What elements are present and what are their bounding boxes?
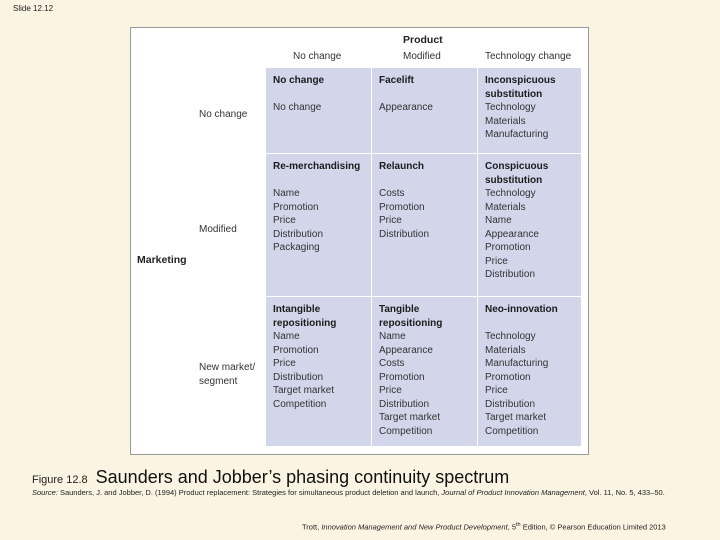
- footer-authors: Trott,: [302, 522, 322, 532]
- cell-item: Materials: [485, 115, 526, 127]
- cell-item: Materials: [485, 344, 526, 356]
- cell-item: Distribution: [379, 228, 430, 240]
- matrix-cell: [372, 154, 478, 297]
- cell-title: Conspicuous substitution: [485, 161, 549, 186]
- cell-item: Appearance: [379, 344, 433, 356]
- cell-item: Price: [379, 215, 402, 226]
- source-prefix: Source:: [32, 488, 58, 497]
- cell-item: Price: [379, 385, 402, 396]
- cell-item: Distribution: [273, 228, 324, 240]
- cell-title: Inconspicuous substitution: [485, 75, 556, 100]
- matrix-cell: [478, 154, 581, 297]
- matrix-cell: [372, 68, 478, 154]
- cell-item: Target market: [379, 412, 441, 423]
- footer-edition-sup: th: [516, 522, 521, 528]
- cell-title: Re-merchandising: [273, 161, 361, 172]
- cell-item: Name: [379, 331, 406, 342]
- cell-item: Distribution: [379, 398, 430, 410]
- cell-item: Competition: [273, 398, 327, 410]
- figure-panel: [130, 27, 589, 455]
- footer-credit: [302, 522, 666, 532]
- cell-item: Competition: [379, 425, 433, 437]
- cell-item: Costs: [379, 358, 405, 369]
- slide-number: Slide 12.12: [13, 4, 54, 13]
- column-header-no-change: No change: [293, 51, 342, 62]
- matrix-cell: [266, 154, 372, 297]
- cell-item: Technology: [485, 188, 536, 199]
- footer-book-title: Innovation Management and New Product Development: [321, 522, 508, 532]
- cell-item: Name: [273, 188, 300, 199]
- matrix-cell: [372, 297, 478, 446]
- cell-item: Target market: [485, 412, 547, 423]
- row-header-no-change: No change: [199, 109, 248, 120]
- cell-item: Appearance: [379, 102, 433, 113]
- matrix-cell: [478, 68, 581, 154]
- cell-item: Distribution: [273, 371, 324, 383]
- cell-item: Technology: [485, 102, 536, 113]
- figure-label: Figure 12.8: [32, 474, 88, 486]
- cell-title: Neo-innovation: [485, 304, 558, 315]
- cell-item: Materials: [485, 201, 526, 213]
- cell-item: Target market: [273, 385, 335, 396]
- cell-item: Promotion: [379, 201, 425, 213]
- cell-item: Promotion: [485, 371, 531, 383]
- cell-item: Promotion: [379, 371, 425, 383]
- footer-edition-pre: , 5: [507, 522, 517, 532]
- footer-edition-post: Edition, © Pearson Education Limited 2013: [520, 522, 666, 532]
- cell-title: Facelift: [379, 75, 415, 86]
- cell-item: No change: [273, 102, 322, 113]
- cell-item: Manufacturing: [485, 358, 549, 369]
- cell-item: Promotion: [273, 201, 319, 213]
- cell-item: Promotion: [485, 242, 531, 253]
- cell-title: Intangible repositioning: [273, 304, 337, 329]
- cell-item: Name: [485, 215, 512, 226]
- matrix-cell: [266, 297, 372, 446]
- cell-item: Name: [273, 331, 300, 342]
- figure-title: Saunders and Jobber’s phasing continuity spectrum: [95, 467, 510, 487]
- source-authors: Saunders, J. and Jobber, D. (1994) Product replacement: Strategies for simultaneous product deletion and launch,: [57, 488, 442, 497]
- cell-title: Relaunch: [379, 161, 425, 172]
- product-axis-title: Product: [403, 34, 443, 46]
- cell-title: No change: [273, 75, 325, 86]
- cell-title: Tangible repositioning: [379, 304, 443, 329]
- source-details: , Vol. 11, No. 5, 433–50.: [584, 488, 665, 497]
- cell-item: Distribution: [485, 398, 536, 410]
- column-header-technology-change: Technology change: [485, 51, 572, 62]
- phasing-matrix: [266, 68, 581, 446]
- cell-item: Price: [485, 255, 508, 267]
- cell-item: Distribution: [485, 269, 536, 280]
- row-header-new-market: New market/ segment: [199, 362, 256, 387]
- source-journal: Journal of Product Innovation Management: [441, 488, 585, 497]
- source-citation: [32, 488, 692, 498]
- figure-caption: [32, 467, 509, 488]
- marketing-axis-title: Marketing: [137, 254, 187, 266]
- cell-item: Price: [273, 358, 296, 369]
- cell-item: Technology: [485, 331, 536, 342]
- matrix-cell: [478, 297, 581, 446]
- row-header-modified: Modified: [199, 224, 237, 235]
- cell-item: Appearance: [485, 228, 539, 240]
- cell-item: Competition: [485, 425, 539, 437]
- cell-item: Packaging: [273, 242, 320, 253]
- matrix-cell: [266, 68, 372, 154]
- column-header-modified: Modified: [403, 51, 441, 62]
- cell-item: Costs: [379, 188, 405, 199]
- cell-item: Price: [485, 385, 508, 396]
- cell-item: Manufacturing: [485, 129, 549, 140]
- cell-item: Price: [273, 215, 296, 226]
- cell-item: Promotion: [273, 344, 319, 356]
